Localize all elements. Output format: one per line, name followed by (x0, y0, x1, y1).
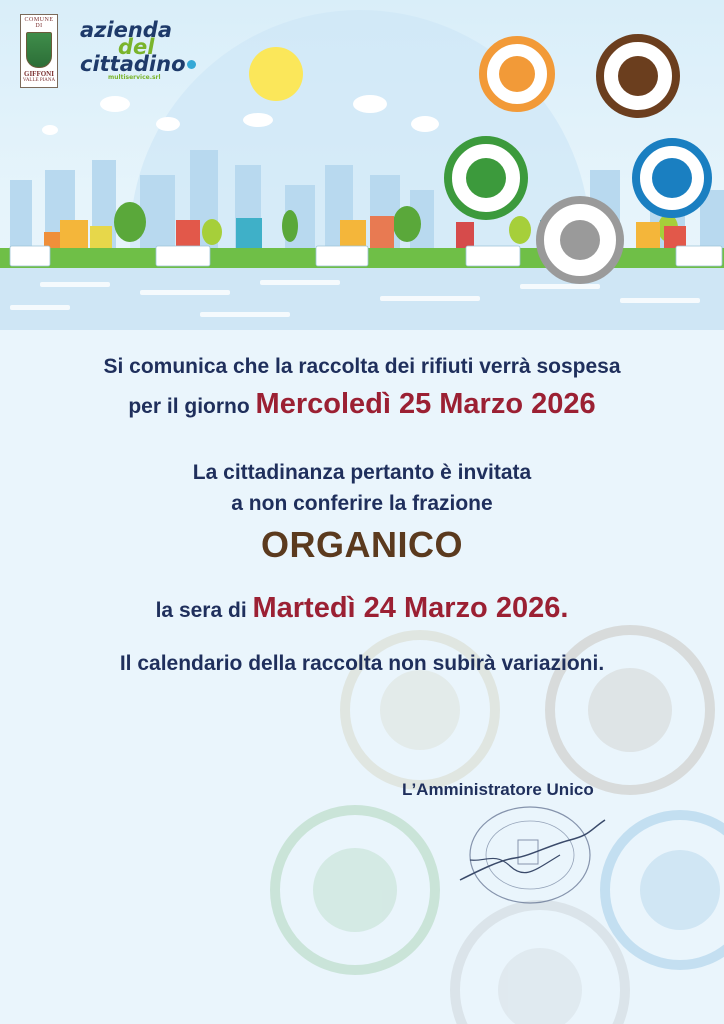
collection-evening-date: Martedì 24 Marzo 2026. (252, 592, 569, 624)
notice-line-1: Si comunica che la raccolta dei rifiuti verrà sospesa (103, 355, 621, 378)
notice-line-2 (0, 388, 724, 421)
crest-subname: VALLE PIANA (22, 78, 56, 83)
notice-line-5-prefix: la sera di (155, 599, 253, 622)
logo-line-1: azienda (80, 18, 172, 42)
notice-line-6: Il calendario della raccolta non subirà variazioni. (119, 652, 605, 675)
signature-stamp (440, 800, 630, 910)
suspension-date: Mercoledì 25 Marzo 2026 (255, 388, 596, 420)
crest-name: GIFFONI (24, 70, 54, 78)
notice-line-5 (0, 592, 724, 625)
logo-line-3: cittadino (80, 52, 186, 76)
shield-icon (26, 32, 52, 68)
sun-icon (249, 47, 303, 101)
signatory-role: L’Amministratore Unico (402, 780, 594, 799)
notice-line-2-prefix: per il giorno (128, 395, 256, 418)
logo-website: multiservice.srl (108, 74, 161, 81)
notice-line-4: a non conferire la frazione (231, 492, 493, 515)
header-illustration (0, 0, 724, 330)
notice-line-3: La cittadinanza pertanto è invitata (192, 461, 532, 484)
logo-line-2: del (118, 35, 155, 59)
waste-fraction-title: ORGANICO (261, 524, 463, 565)
crest-top-text: COMUNE DI (24, 17, 54, 29)
logo-dot-icon (187, 60, 196, 69)
municipality-crest (20, 14, 58, 88)
company-logo (80, 18, 210, 81)
